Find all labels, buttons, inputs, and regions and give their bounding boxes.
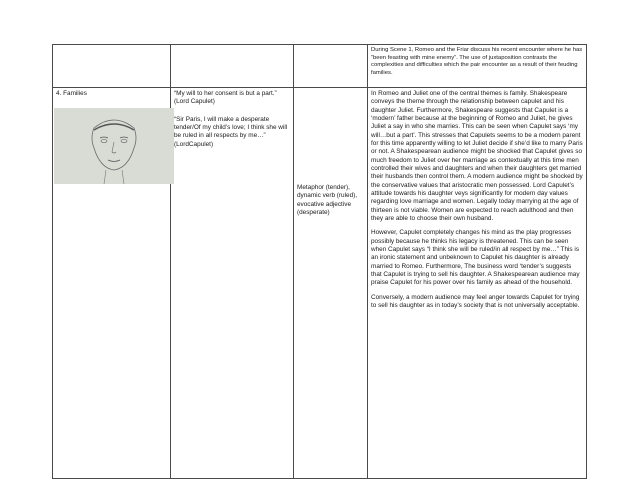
- analysis-paragraph-1: In Romeo and Juliet one of the central themes is family. Shakespeare conveys the theme through the relationship between capulet and his daughter Juliet. Furthermore, Shakespeare suggests that Capulet is a ‘modern’ father because at the beginning of Romeo and Juliet, he gives Juliet a say in who she marries. This can be seen when Capulet says ‘my will…but a part’. This stresses that Capulets seems to be a modern parent for this time apparently willing to let Juliet decide if she’d like to marry Paris or not. A Shakespearean audience might be shocked that Capulet gives so much freedom to Juliet over her marriage as contextually at this time men controlled their wives and daughters and when their daughters get married their husbands then control them. A modern audience might be shocked by the conservative values that aristocratic men possessed. Lord Capulet’s attitude towards his daughter veys significantly for modern day values regarding love marriage and women. Legally today marrying at the age of thirteen is not viable. Women are expected to reach adulthood and then they are able to choose their own husband.: [371, 90, 583, 222]
- analysis-table: [52, 44, 587, 479]
- analysis-paragraph-3: Conversely, a modern audience may feel anger towards Capulet for trying to sell his daughter as in today’s society that is not universally acceptable.: [371, 293, 580, 309]
- analysis-cell: [368, 45, 587, 88]
- analysis-cell: [368, 88, 587, 479]
- device-cell: [294, 88, 368, 479]
- quote-cell: [171, 45, 294, 88]
- theme-cell: [53, 88, 171, 479]
- quote-cell: [171, 88, 294, 479]
- face-sketch-image: [54, 108, 174, 184]
- table-row: [53, 45, 587, 88]
- theme-cell: [53, 45, 171, 88]
- analysis-text: During Scene 1, Romeo and the Friar discuss his recent encounter where he has “been feasting with mine enemy”. The use of juxtaposition contrasts the complexities and difficulties which the pair encounter as a result of their feuding families.: [371, 47, 583, 77]
- device-cell: [294, 45, 368, 88]
- analysis-paragraph-2: However, Capulet completely changes his mind as the play progresses possibly because he thinks his legacy is threatened. This can be seen when Capulet says “I think she will be ruled/in all respect by me…” This is an ironic statement and unbeknown to Capulet his daughter is already married to Romeo. Furthermore, The business word ‘tender’s suggests that Capulet is trying to sell his daughter. A Shakespearean audience may praise Capulet for his power over his family as ahead of the household.: [371, 229, 580, 287]
- theme-label: 4. Families: [56, 90, 87, 97]
- table-row: [53, 88, 587, 479]
- quote-2: “Sir Paris, I will make a desperate tender/Of my child’s love; I think she will be ruled in all respects by me…” (LordCapulet): [174, 115, 288, 148]
- language-device: Metaphor (tender), dynamic verb (ruled), evocative adjective (desperate): [297, 184, 358, 216]
- quote-1: “My will to her consent is but a part.” (Lord Capulet): [174, 90, 277, 106]
